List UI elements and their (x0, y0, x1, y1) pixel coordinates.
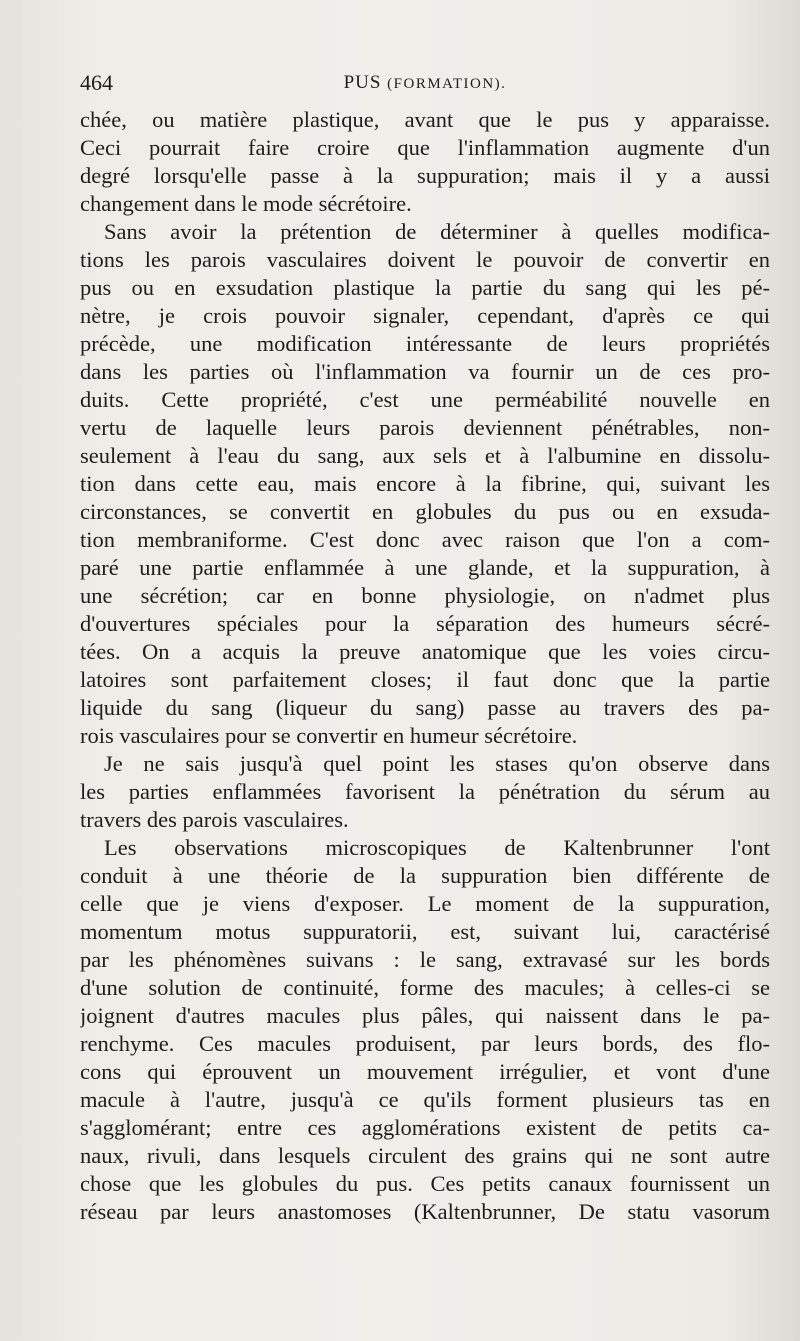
text-line: une sécrétion; car en bonne physiologie, on n'admet plus (80, 583, 770, 608)
text-line: duits. Cette propriété, c'est une perméabilité nouvelle en (80, 387, 770, 412)
text-line: latoires sont parfaitement closes; il faut donc que la partie (80, 667, 770, 692)
text-line: renchyme. Ces macules produisent, par leurs bords, des flo- (80, 1031, 770, 1056)
text-line: vertu de laquelle leurs parois deviennent pénétrables, non- (80, 415, 770, 440)
text-line: momentum motus suppuratorii, est, suivant lui, caractérisé (80, 919, 770, 944)
text-line: tions les parois vasculaires doivent le pouvoir de convertir en (80, 247, 770, 272)
text-line: cons qui éprouvent un mouvement irrégulier, et vont d'une (80, 1059, 770, 1084)
running-head (80, 72, 770, 94)
text-line: changement dans le mode sécrétoire. (80, 191, 412, 216)
text-line: circonstances, se convertit en globules du pus ou en exsuda- (80, 499, 770, 524)
running-head-word: PUS (343, 72, 382, 93)
text-line: par les phénomènes suivans : le sang, extravasé sur les bords (80, 947, 770, 972)
body-text (80, 106, 770, 1226)
page-number: 464 (80, 70, 113, 95)
page-header (80, 70, 770, 100)
text-line: conduit à une théorie de la suppuration bien différente de (80, 863, 770, 888)
text-line: Les observations microscopiques de Kaltenbrunner l'ont (104, 835, 770, 860)
running-head-subtitle: (FORMATION). (387, 76, 507, 92)
text-line: d'une solution de continuité, forme des macules; à celles-ci se (80, 975, 770, 1000)
text-line: réseau par leurs anastomoses (Kaltenbrunner, De statu vasorum (80, 1199, 770, 1224)
text-line: chose que les globules du pus. Ces petits canaux fournissent un (80, 1171, 770, 1196)
text-line: tées. On a acquis la preuve anatomique que les voies circu- (80, 639, 770, 664)
text-line: s'agglomérant; entre ces agglomérations existent de petits ca- (80, 1115, 770, 1140)
text-line: Je ne sais jusqu'à quel point les stases qu'on observe dans (104, 751, 770, 776)
text-line: paré une partie enflammée à une glande, et la suppuration, à (80, 555, 770, 580)
text-line: degré lorsqu'elle passe à la suppuration; mais il y a aussi (80, 163, 770, 188)
text-line: travers des parois vasculaires. (80, 807, 349, 832)
text-line: seulement à l'eau du sang, aux sels et à l'albumine en dissolu- (80, 443, 770, 468)
text-line: naux, rivuli, dans lesquels circulent des grains qui ne sont autre (80, 1143, 770, 1168)
text-line: tion dans cette eau, mais encore à la fibrine, qui, suivant les (80, 471, 770, 496)
text-line: précède, une modification intéressante de leurs propriétés (80, 331, 770, 356)
text-line: macule à l'autre, jusqu'à ce qu'ils forment plusieurs tas en (80, 1087, 770, 1112)
text-line: dans les parties où l'inflammation va fournir un de ces pro- (80, 359, 770, 384)
text-line: rois vasculaires pour se convertir en humeur sécrétoire. (80, 723, 578, 748)
text-line: tion membraniforme. C'est donc avec raison que l'on a com- (80, 527, 770, 552)
text-line: Sans avoir la prétention de déterminer à quelles modifica- (104, 219, 770, 244)
text-line: nètre, je crois pouvoir signaler, cependant, d'après ce qui (80, 303, 770, 328)
text-line: pus ou en exsudation plastique la partie du sang qui les pé- (80, 275, 770, 300)
text-line: les parties enflammées favorisent la pénétration du sérum au (80, 779, 770, 804)
text-line: chée, ou matière plastique, avant que le pus y apparaisse. (80, 107, 770, 132)
text-line: joignent d'autres macules plus pâles, qui naissent dans le pa- (80, 1003, 770, 1028)
text-line: liquide du sang (liqueur du sang) passe au travers des pa- (80, 695, 770, 720)
text-line: d'ouvertures spéciales pour la séparation des humeurs sécré- (80, 611, 770, 636)
text-line: celle que je viens d'exposer. Le moment de la suppuration, (80, 891, 770, 916)
text-line: Ceci pourrait faire croire que l'inflammation augmente d'un (80, 135, 770, 160)
